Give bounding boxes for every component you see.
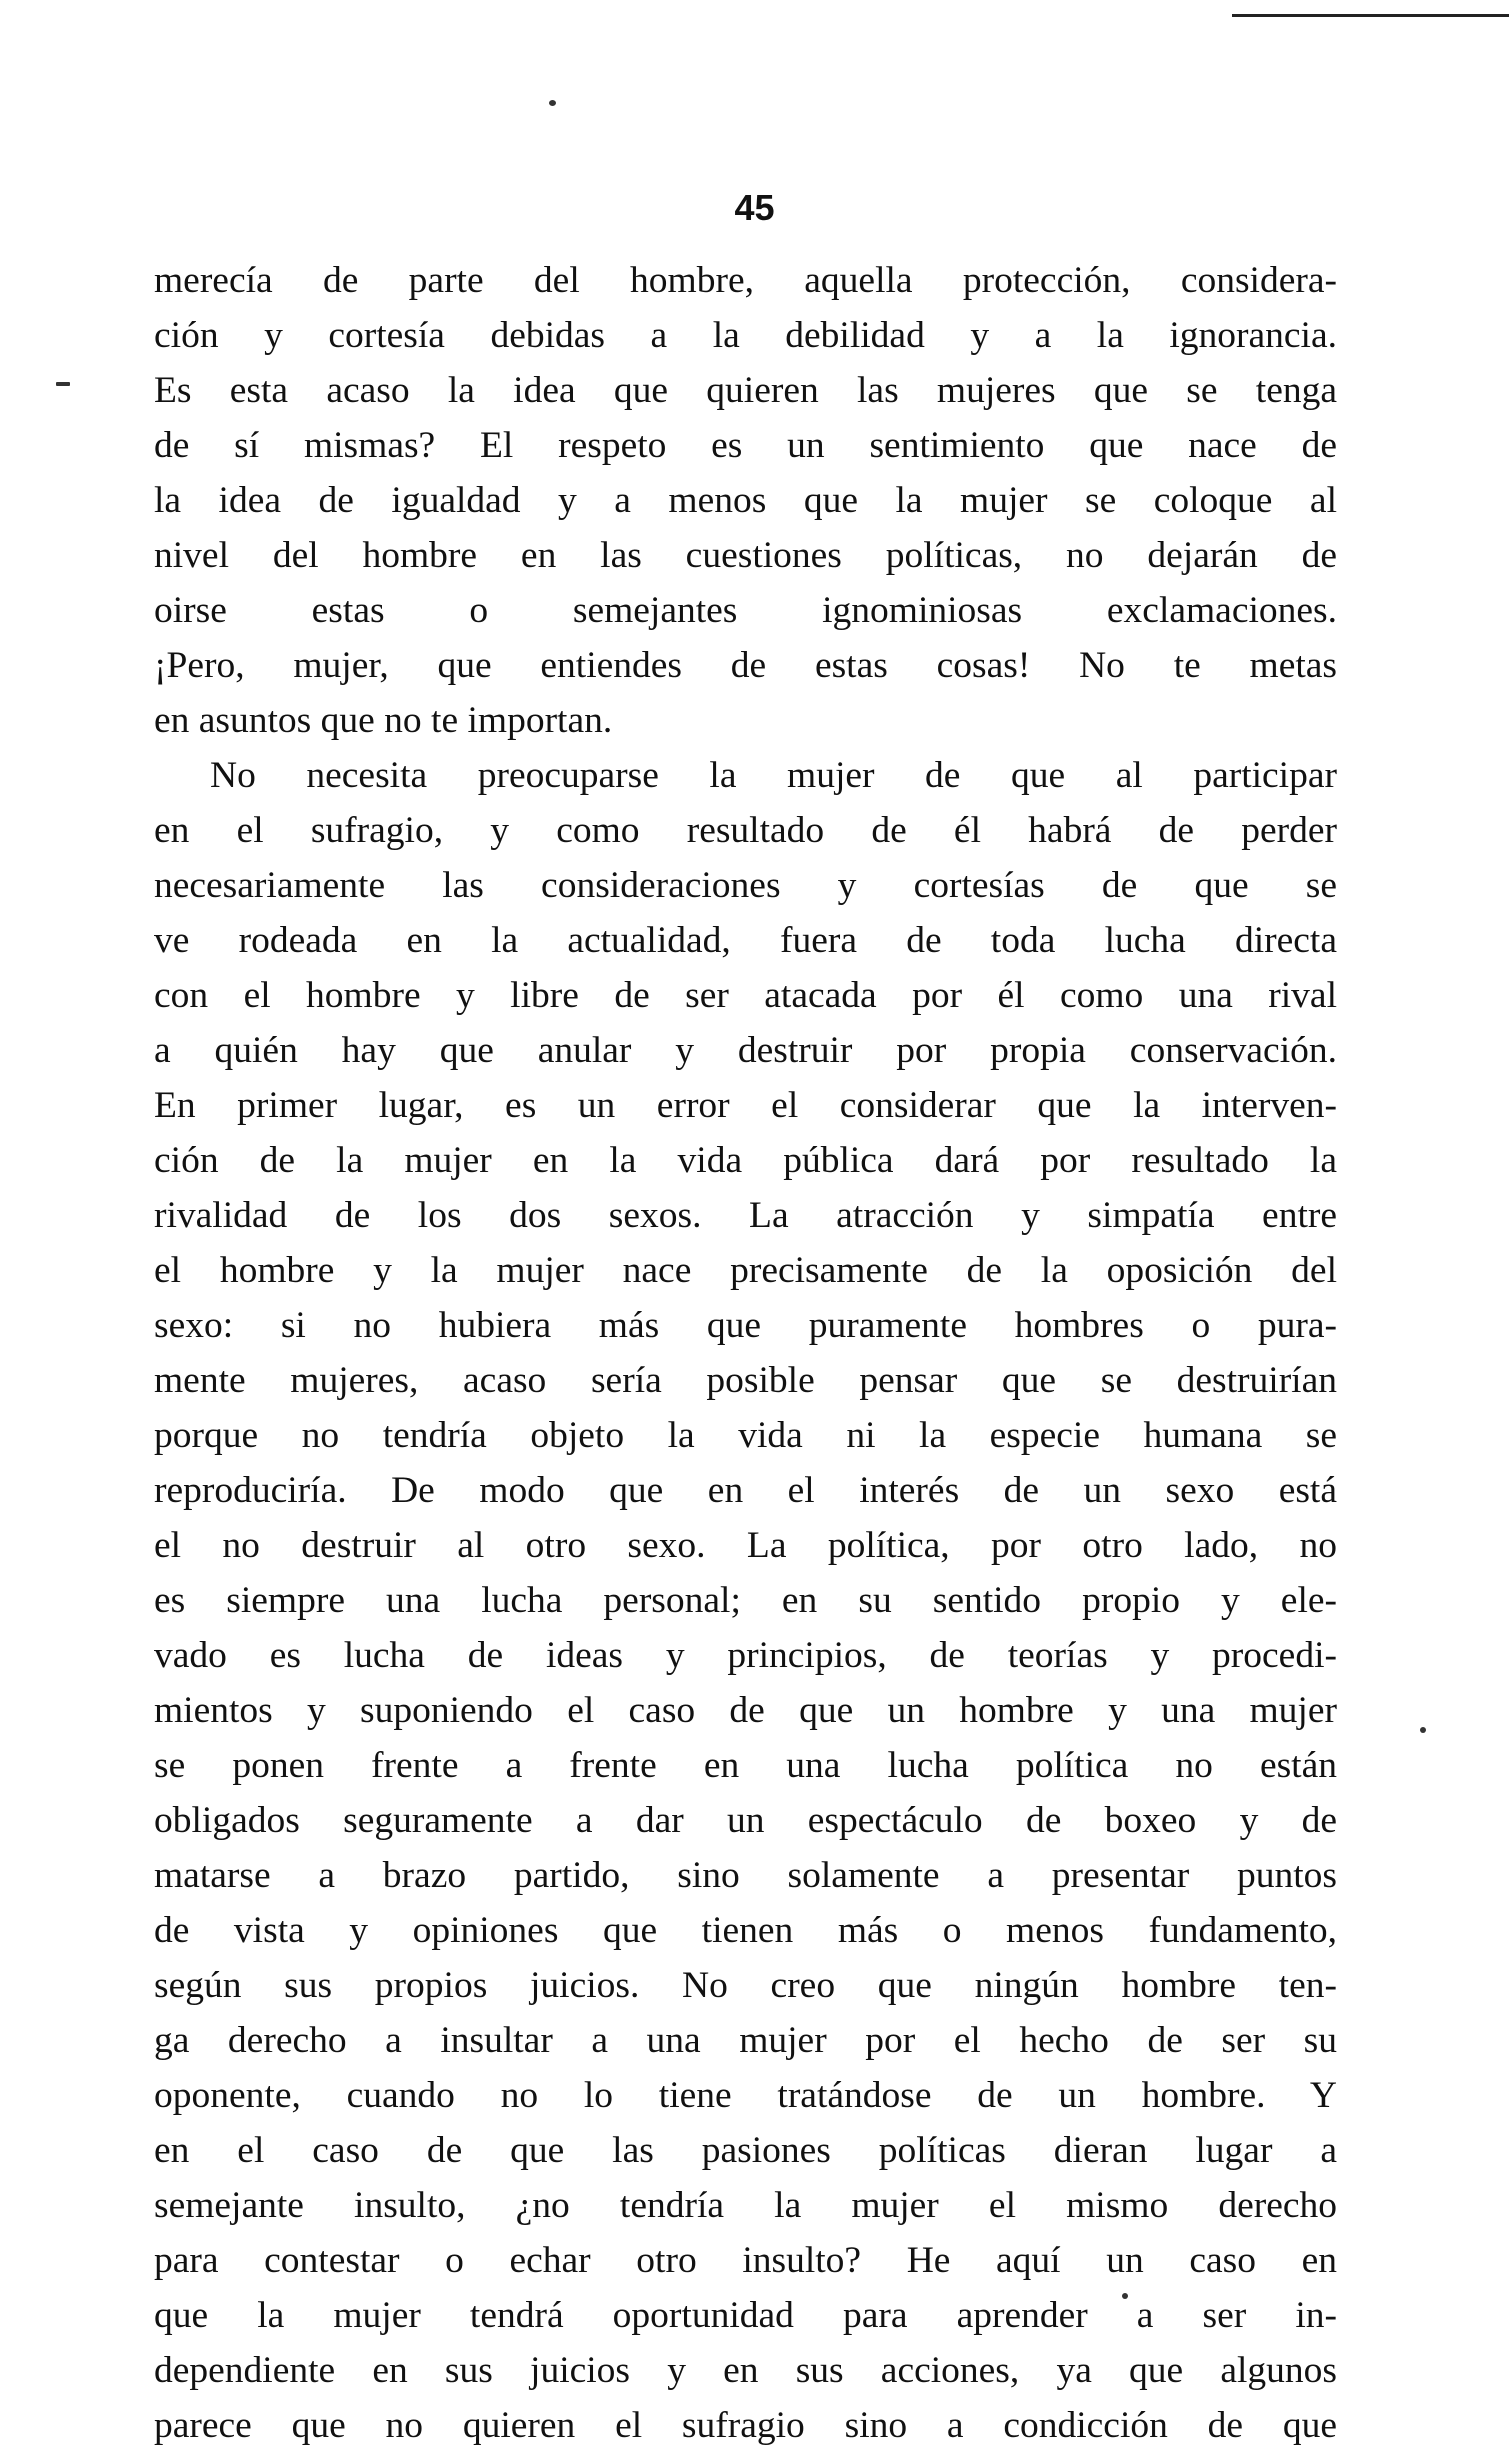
text-line: merecía de parte del hombre, aquella protección, considera- <box>154 260 1337 301</box>
ink-speck <box>549 100 556 106</box>
text-line: según sus propios juicios. No creo que ningún hombre ten- <box>154 1965 1337 2006</box>
text-line: mientos y suponiendo el caso de que un hombre y una mujer <box>154 1690 1337 1731</box>
paragraph-2 <box>154 748 1337 2453</box>
text-line: vado es lucha de ideas y principios, de teorías y procedi- <box>154 1635 1337 1676</box>
text-line: rivalidad de los dos sexos. La atracción y simpatía entre <box>154 1195 1337 1236</box>
text-line: porque no tendría objeto la vida ni la especie humana se <box>154 1415 1337 1456</box>
text-line: matarse a brazo partido, sino solamente a presentar puntos <box>154 1855 1337 1896</box>
text-line: ción y cortesía debidas a la debilidad y a la ignorancia. <box>154 315 1337 356</box>
text-line: a quién hay que anular y destruir por propia conservación. <box>154 1030 1337 1071</box>
text-line: reproduciría. De modo que en el interés de un sexo está <box>154 1470 1337 1511</box>
text-line: de vista y opiniones que tienen más o menos fundamento, <box>154 1910 1337 1951</box>
text-line: ¡Pero, mujer, que entiendes de estas cosas! No te metas <box>154 645 1337 686</box>
text-line: oirse estas o semejantes ignominiosas exclamaciones. <box>154 590 1337 631</box>
text-line: semejante insulto, ¿no tendría la mujer el mismo derecho <box>154 2185 1337 2226</box>
text-line: ga derecho a insultar a una mujer por el hecho de ser su <box>154 2020 1337 2061</box>
text-line: dependiente en sus juicios y en sus acciones, ya que algunos <box>154 2350 1337 2391</box>
body-text <box>154 253 1337 2453</box>
text-line: el hombre y la mujer nace precisamente de la oposición del <box>154 1250 1337 1291</box>
text-line: es siempre una lucha personal; en su sentido propio y ele- <box>154 1580 1337 1621</box>
text-line: necesariamente las consideraciones y cortesías de que se <box>154 865 1337 906</box>
text-line: obligados seguramente a dar un espectáculo de boxeo y de <box>154 1800 1337 1841</box>
page-number: 45 <box>734 187 775 228</box>
text-line: en el sufragio, y como resultado de él habrá de perder <box>154 810 1337 851</box>
text-line: nivel del hombre en las cuestiones políticas, no dejarán de <box>154 535 1337 576</box>
text-line: parece que no quieren el sufragio sino a condicción de que <box>154 2405 1337 2446</box>
text-line: mente mujeres, acaso sería posible pensar que se destruirían <box>154 1360 1337 1401</box>
ink-speck <box>56 382 70 386</box>
text-line: oponente, cuando no lo tiene tratándose de un hombre. Y <box>154 2075 1337 2116</box>
text-line: en asuntos que no te importan. <box>154 700 613 741</box>
ink-speck <box>1420 1727 1426 1733</box>
text-line: que la mujer tendrá oportunidad para aprender a ser in- <box>154 2295 1337 2336</box>
text-line: para contestar o echar otro insulto? He aquí un caso en <box>154 2240 1337 2281</box>
text-line: sexo: si no hubiera más que puramente hombres o pura- <box>154 1305 1337 1346</box>
text-line: ve rodeada en la actualidad, fuera de toda lucha directa <box>154 920 1337 961</box>
text-line: con el hombre y libre de ser atacada por él como una rival <box>154 975 1337 1016</box>
text-line: ción de la mujer en la vida pública dará por resultado la <box>154 1140 1337 1181</box>
text-line: de sí mismas? El respeto es un sentimiento que nace de <box>154 425 1337 466</box>
text-line: se ponen frente a frente en una lucha política no están <box>154 1745 1337 1786</box>
paragraph-1 <box>154 253 1337 748</box>
text-line: en el caso de que las pasiones políticas dieran lugar a <box>154 2130 1337 2171</box>
text-line: el no destruir al otro sexo. La política, por otro lado, no <box>154 1525 1337 1566</box>
text-line: No necesita preocuparse la mujer de que al participar <box>210 755 1337 796</box>
top-edge-rule <box>1232 14 1509 17</box>
text-line: En primer lugar, es un error el considerar que la interven- <box>154 1085 1337 1126</box>
text-line: Es esta acaso la idea que quieren las mujeres que se tenga <box>154 370 1337 411</box>
text-line: la idea de igualdad y a menos que la mujer se coloque al <box>154 480 1337 521</box>
